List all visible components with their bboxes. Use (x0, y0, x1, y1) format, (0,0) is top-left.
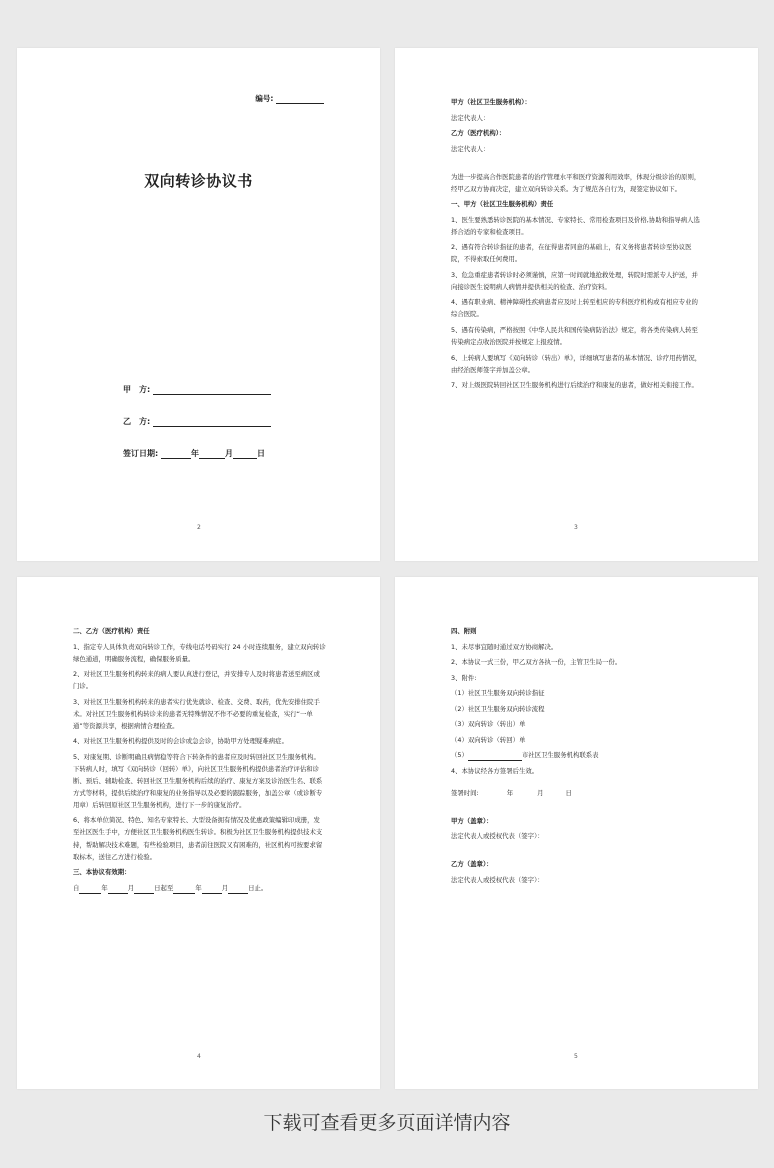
paragraph: 为进一步提高合作医院患者的治疗管理水平和医疗资源利用效率，体现分级诊治的原则，经甲乙双方协商决定，建立双向转诊关系。为了规范各自行为，现签定协议如下。 (451, 172, 701, 193)
serial-blank (276, 96, 324, 104)
page-party-b-duties (17, 577, 380, 1089)
section-heading: 一、甲方（社区卫生服务机构）责任 (451, 200, 554, 209)
party-b-seal: 乙方（盖章）： (451, 860, 493, 869)
paragraph: 4、遇有职业病、精神障碍性疾病患者应及时上转至相应的专科医疗机构或有相应专业的综合医院。 (451, 298, 698, 319)
party-b-line (123, 416, 271, 427)
document-title: 双向转诊协议书 (144, 172, 253, 190)
attachment-item: （4）双向转诊（转回）单 (451, 735, 526, 744)
paragraph: 7、对上级医院转回社区卫生服务机构进行后续治疗和康复的患者，做好相关衔接工作。 (451, 381, 698, 390)
page-cover (17, 48, 380, 561)
attachment-item: （2）社区卫生服务双向转诊流程 (451, 704, 545, 713)
party-b-representative: 法定代表人或授权代表（签字）： (451, 875, 544, 884)
serial-number (255, 93, 324, 104)
attachment-item: （3）双向转诊（转出）单 (451, 720, 526, 729)
attachment-item: （5） 市社区卫生服务机构联系表 (451, 749, 704, 761)
paragraph: 3、对社区卫生服务机构转来的患者实行优先就诊、检查、交费、取药，优先安排住院手术。对社区卫生服务机构转诊来的患者无特殊情况不作不必要的重复检查，实行“一单通”等资源共享，根据病情合理检查。 (73, 697, 320, 730)
sign-date-label: 签订日期: (123, 449, 159, 458)
party-a-seal: 甲方（盖章）： (451, 816, 493, 825)
paragraph: 4、对社区卫生服务机构提供及时的会诊或急会诊，协助甲方处理疑难病症。 (73, 737, 288, 746)
paragraph: 法定代表人： (451, 113, 490, 122)
paragraph: 甲方（社区卫生服务机构）： (451, 98, 531, 106)
validity-line: 自 年 月 日起至 年 月 日止。 (73, 882, 326, 894)
page4-body (451, 625, 704, 889)
paragraph: 3、附件: (451, 673, 477, 682)
page-number: 2 (197, 524, 201, 531)
paragraph: 6、上转病人要填写《双向转诊（转出）单》，详细填写患者的基本情况、诊疗用药情况，由经治医师签字并加盖公章。 (451, 353, 702, 374)
section-heading: 二、乙方（医疗机构）责任 (73, 627, 150, 635)
paragraph: 2、本协议一式三份，甲乙双方各执一份，主管卫生局一份。 (451, 658, 622, 667)
page-appendix (395, 577, 758, 1089)
page3-body (73, 625, 326, 897)
party-b-label: 乙 方: (123, 417, 151, 426)
paragraph: 乙方（医疗机构）： (451, 129, 506, 138)
paragraph: 4、本协议经各方签署后生效。 (451, 766, 539, 775)
page2-body (451, 96, 704, 395)
party-a-blank (153, 386, 271, 395)
paragraph: 2、对社区卫生服务机构转来的病人要认真进行登记，并安排专人及时将患者送至病区或门诊。 (73, 670, 320, 691)
paragraph: 2、遇有符合转诊指征的患者，在征得患者同意的基础上，有义务将患者转诊至协议医院，不得索取任何费用。 (451, 243, 692, 264)
attachment-item: （1）社区卫生服务双向转诊指征 (451, 689, 545, 698)
paragraph: 6、将本单位简况、特色、知名专家特长、大型设备拥有情况及优惠政策编辑印成册，发至社区医生手中，方便社区卫生服务机构医生转诊。积极为社区卫生服务机构提供技术支持，帮助解决技术难题，有些检验项目，患者前往医院又有困难的，社区机构可按要求留取标本，送往乙方进行检验。 (73, 816, 323, 861)
paragraph: 1、未尽事宜随时通过双方协商解决。 (451, 642, 558, 651)
party-b-blank (153, 418, 271, 427)
download-caption: 下载可查看更多页面详情内容 (263, 1112, 511, 1134)
page-party-a-duties (395, 48, 758, 561)
section-heading: 三、本协议有效期： (73, 868, 131, 877)
section-heading: 四、附则 (451, 627, 477, 635)
paragraph: 1、医生要熟悉转诊医院的基本情况、专家特长、常用检查项目及价格,协助和指导病人选择合适的专家和检查项目。 (451, 215, 700, 236)
paragraph: 法定代表人： (451, 144, 490, 153)
paragraph: 3、危急重症患者转诊时必须谨慎，应第一时间就地抢救处理，转院时需派专人护送，并向接诊医生说明病人病情并提供相关的检查、治疗资料。 (451, 270, 698, 291)
party-a-label: 甲 方: (123, 385, 151, 394)
sign-time-line: 签署时间: 年 月 日 (451, 788, 572, 797)
page-number: 3 (574, 524, 578, 531)
party-a-line (123, 384, 271, 395)
paragraph: 5、对康复期、诊断明确且病情稳等符合下转条件的患者应及时转回社区卫生服务机构。下转病人时，填写《双向转诊（回转）单》，向社区卫生服务机构提供患者治疗评估和诊断、预后、辅助检查、转回社区卫生服务机构后续的治疗、康复方案及诊治医生名、联系方式等材料，提供后续治疗和康复的业务指导以及必要的跟踪服务，加盖公章（或诊断专用章）后转回原社区卫生服务机构，进行下一步的康复治疗。 (73, 752, 323, 809)
sign-date-line: 签订日期: 年 月 日 (123, 449, 265, 458)
paragraph: 1、指定专人具体负责双向转诊工作，专线电话号码实行 24 小时连续服务，建立双向转诊绿色通道，明确服务流程，确保服务质量。 (73, 642, 326, 663)
page-number: 5 (574, 1053, 578, 1060)
paragraph: 5、遇有传染病，严格按照《中华人民共和国传染病防治法》规定，将各类传染病人转至传染病定点收治医院并按规定上报疫情。 (451, 325, 698, 346)
serial-label: 编号: (255, 94, 274, 103)
page-number: 4 (197, 1053, 201, 1060)
party-a-representative: 法定代表人或授权代表（签字）： (451, 832, 544, 841)
